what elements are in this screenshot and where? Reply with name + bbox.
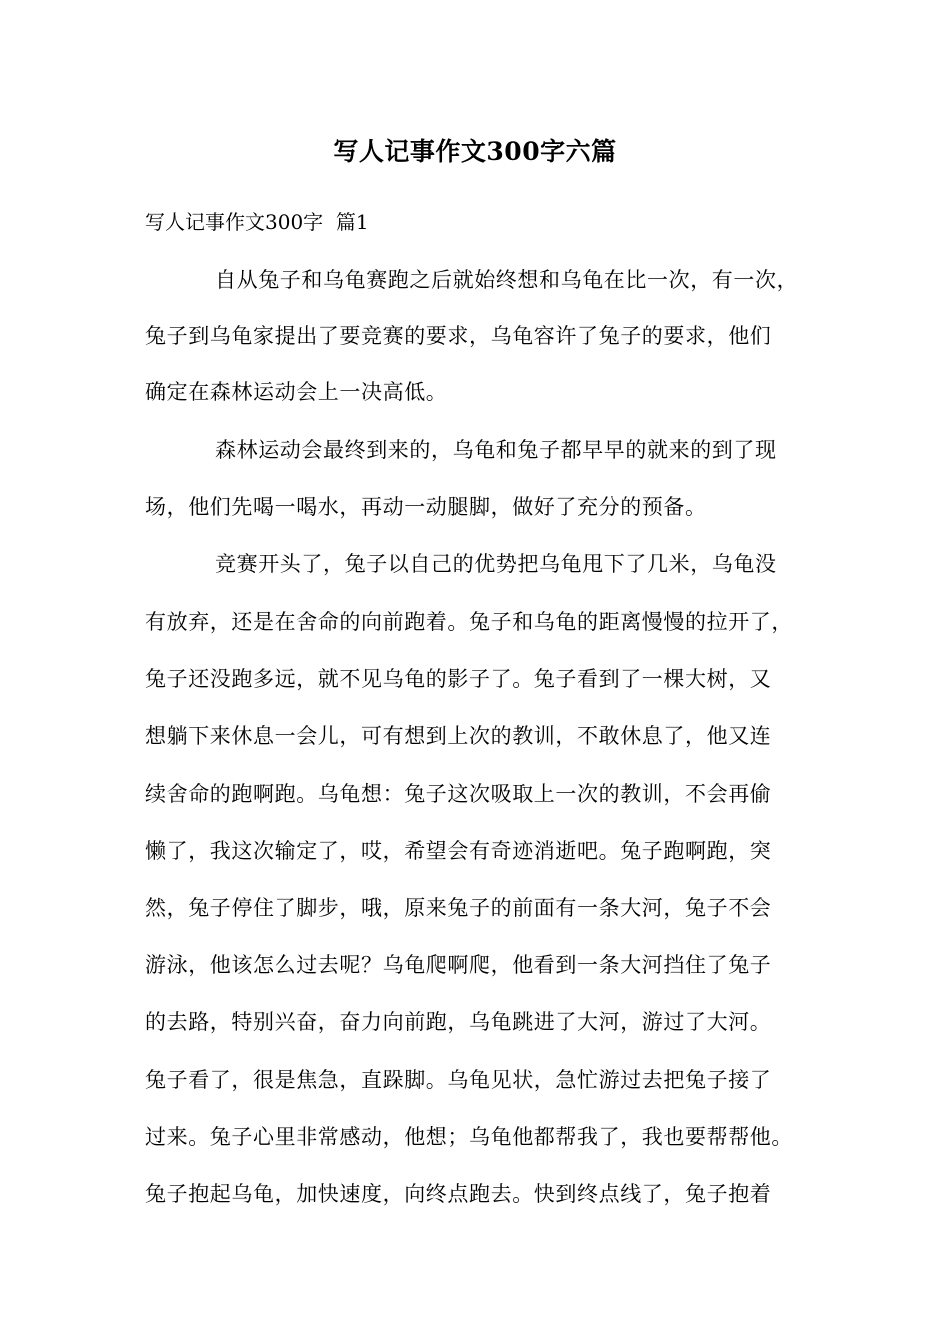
- paragraph-line: 自从兔子和乌龟赛跑之后就始终想和乌龟在比一次，有一次，: [215, 268, 799, 292]
- paragraph-line: 然，兔子停住了脚步，哦，原来兔子的前面有一条大河，兔子不会: [145, 896, 772, 920]
- paragraph-line: 懒了，我这次输定了，哎，希望会有奇迹消逝吧。兔子跑啊跑，突: [145, 839, 772, 863]
- paragraph-line: 游泳，他该怎么过去呢？乌龟爬啊爬，他看到一条大河挡住了兔子: [145, 953, 772, 977]
- document-title: 写人记事作文300字六篇: [333, 137, 617, 166]
- paragraph-line: 有放弃，还是在舍命的向前跑着。兔子和乌龟的距离慢慢的拉开了，: [145, 610, 793, 634]
- paragraph-line: 场，他们先喝一喝水，再动一动腿脚，做好了充分的预备。: [145, 495, 707, 519]
- paragraph-line: 续舍命的跑啊跑。乌龟想：兔子这次吸取上一次的教训，不会再偷: [145, 782, 772, 806]
- paragraph-line: 的去路，特别兴奋，奋力向前跑，乌龟跳进了大河，游过了大河。: [145, 1010, 772, 1034]
- paragraph-line: 兔子看了，很是焦急，直跺脚。乌龟见状，急忙游过去把兔子接了: [145, 1068, 772, 1092]
- paragraph-line: 想躺下来休息一会儿，可有想到上次的教训，不敢休息了，他又连: [145, 724, 772, 748]
- paragraph-line: 确定在森林运动会上一决高低。: [145, 380, 448, 404]
- section-heading: 写人记事作文300字 篇1: [145, 210, 369, 234]
- paragraph-line: 兔子到乌龟家提出了要竞赛的要求，乌龟容许了兔子的要求，他们: [145, 324, 772, 348]
- paragraph-line: 兔子还没跑多远，就不见乌龟的影子了。兔子看到了一棵大树，又: [145, 667, 772, 691]
- paragraph-line: 过来。兔子心里非常感动，他想；乌龟他都帮我了，我也要帮帮他。: [145, 1125, 793, 1149]
- paragraph-line: 兔子抱起乌龟，加快速度，向终点跑去。快到终点线了，兔子抱着: [145, 1182, 772, 1206]
- paragraph-line: 竞赛开头了，兔子以自己的优势把乌龟甩下了几米，乌龟没: [215, 552, 777, 576]
- paragraph-line: 森林运动会最终到来的，乌龟和兔子都早早的就来的到了现: [215, 438, 777, 462]
